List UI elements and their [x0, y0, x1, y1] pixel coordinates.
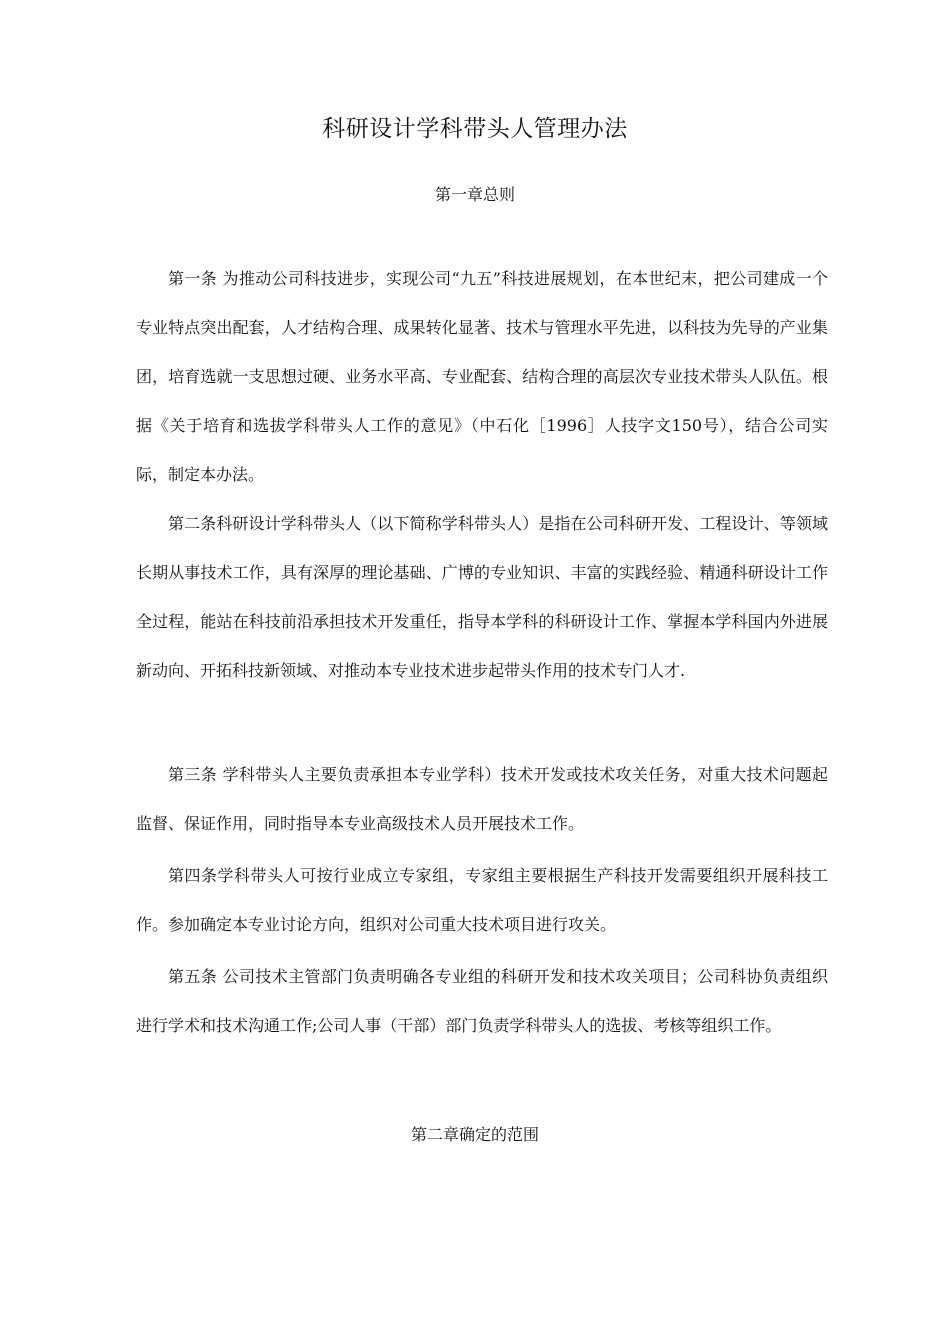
article-1-paragraph: 第一条 为推动公司科技进步，实现公司“九五”科技进展规划，在本世纪末，把公司建成一个专业特点突出配套，人才结构合理、成果转化显著、技术与管理水平先进，以科技为先导的产业集团，培育选就一支思想过硬、业务水平高、专业配套、结构合理的高层次专业技术带头人队伍。根据《关于培育和选拔学科带头人工作的意见》（中石化［1996］人技字文150号），结合公司实际，制定本办法。 — [136, 269, 828, 484]
document-title: 科研设计学科带头人管理办法 — [322, 116, 628, 142]
chapter-heading-2: 第二章确定的范围 — [410, 1125, 539, 1144]
article-3-paragraph: 第三条 学科带头人主要负责承担本专业学科）技术开发或技术攻关任务，对重大技术问题起监督、保证作用，同时指导本专业高级技术人员开展技术工作。 — [136, 765, 828, 833]
article-5-paragraph: 第五条 公司技术主管部门负责明确各专业组的科研开发和技术攻关项目；公司科协负责组织进行学术和技术沟通工作;公司人事（干部）部门负责学科带头人的选拔、考核等组织工作。 — [136, 967, 828, 1035]
chapter-heading-1: 第一章总则 — [434, 185, 515, 204]
article-2-paragraph: 第二条科研设计学科带头人（以下简称学科带头人）是指在公司科研开发、工程设计、等领域长期从事技术工作，具有深厚的理论基础、广博的专业知识、丰富的实践经验、精通科研设计工作全过程，能站在科技前沿承担技术开发重任，指导本学科的科研设计工作、掌握本学科国内外进展新动向、开拓科技新领域、对推动本专业技术进步起带头作用的技术专门人才. — [136, 514, 828, 680]
article-4-paragraph: 第四条学科带头人可按行业成立专家组，专家组主要根据生产科技开发需要组织开展科技工作。参加确定本专业讨论方向，组织对公司重大技术项目进行攻关。 — [136, 866, 828, 934]
